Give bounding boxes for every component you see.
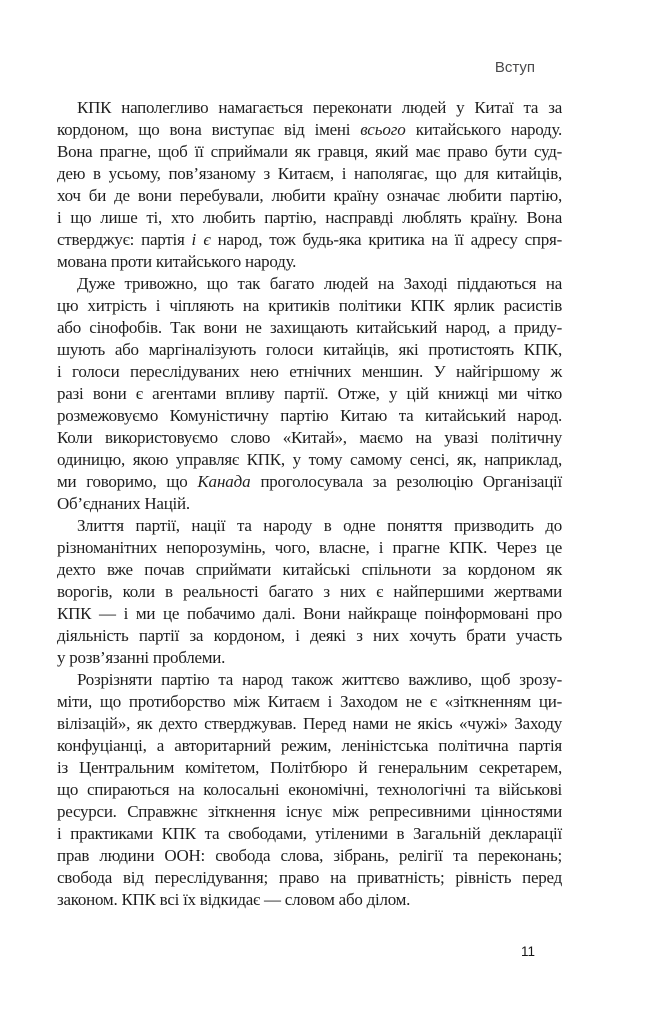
paragraph [57,273,562,515]
text-line: Розрізняти партію та народ також життєво важливо, щоб зрозу- [77,670,562,689]
text-line: прав людини ООН: свобода слова, зібрань, релігії та переконань; [57,846,562,865]
text-line: у розв’язанні проблеми. [57,648,226,667]
text-line: одиницю, якою управляє КПК, у тому самому сенсі, як, наприклад, [57,450,562,469]
text-line: конфуціанці, а авторитарний режим, леніністська політична партія [57,736,562,755]
page-number: 11 [520,944,535,959]
paragraph [57,669,562,911]
text-line: цю хитрість і чіпляють на критиків політики КПК ярлик расистів [57,296,562,315]
text-line: дею в усьому, пов’язаному з Китаєм, і наполягає, що для китайців, [57,164,562,183]
paragraph [57,515,562,669]
text-line: свобода від переслідування; право на приватність; рівність перед [57,868,562,887]
text-line: КПК наполегливо намагається переконати людей у Китаї та за [77,98,562,117]
text-line: Об’єднаних Націй. [57,494,190,513]
text-line: КПК — і ми це побачимо далі. Вони найкраще поінформовані про [57,604,562,623]
text-line: разі вони є агентами впливу партії. Отже, у цій книжці ми чітко [57,384,562,403]
text-line: розмежовуємо Комуністичну партію Китаю та китайський народ. [57,406,562,425]
text-line: і практиками КПК та свободами, утіленими в Загальній декларації [57,824,562,843]
text-block [57,97,562,911]
text-line: стверджує: партія і є народ, тож будь-яка критика на її адресу спря- [57,230,562,249]
text-line: мована проти китайського народу. [57,252,297,271]
text-line: кордоном, що вона виступає від імені всього китайського народу. [57,120,563,139]
text-line: ресурси. Справжнє зіткнення існує між репресивними цінностями [57,802,562,821]
text-line: що спираються на колосальні економічні, технологічні та військові [57,780,562,799]
text-line: ми говоримо, що Канада проголосувала за резолюцію Організації [57,472,562,491]
text-line: ворогів, коли в реальності багато з них є найпершими жертвами [57,582,562,601]
text-line: діяльність партії за кордоном, і деякі з них хочуть брати участь [57,626,562,645]
running-head [495,60,535,76]
text-line: і що лише ті, хто любить партію, насправді люблять країну. Вона [57,208,562,227]
text-line: міти, що протиборство між Китаєм і Заходом не є «зіткненням ци- [57,692,562,711]
text-line: шують або маргіналізують голоси китайців, які протистоять КПК, [57,340,562,359]
text-line: вілізацій», як дехто стверджував. Перед нами не якісь «чужі» Заходу [57,714,562,733]
text-line: різноманітних непорозумінь, чого, власне, і прагне КПК. Через це [57,538,562,557]
text-line: із Центральним комітетом, Політбюро й генеральним секретарем, [57,758,562,777]
text-line: Коли використовуємо слово «Китай», маємо на увазі політичну [57,428,562,447]
text-line: або сінофобів. Так вони не захищають китайський народ, а приду- [57,318,562,337]
text-line: хоч би де вони перебували, любити країну означає любити партію, [57,186,562,205]
text-line: Вона прагне, щоб її сприймали як гравця, який має право бути суд- [57,142,562,161]
text-line: Дуже тривожно, що так багато людей на Заході піддаються на [77,274,562,293]
text-line: і голоси переслідуваних нею етнічних меншин. У найгіршому ж [57,362,562,381]
paragraph [57,97,562,273]
chapter-title: Вступ [494,59,535,76]
text-line: дехто вже почав сприймати китайські спільноти за кордоном як [57,560,562,579]
text-line: законом. КПК всі їх відкидає — словом або ділом. [57,890,411,909]
text-line: Злиття партії, нації та народу в одне поняття призводить до [77,516,562,535]
